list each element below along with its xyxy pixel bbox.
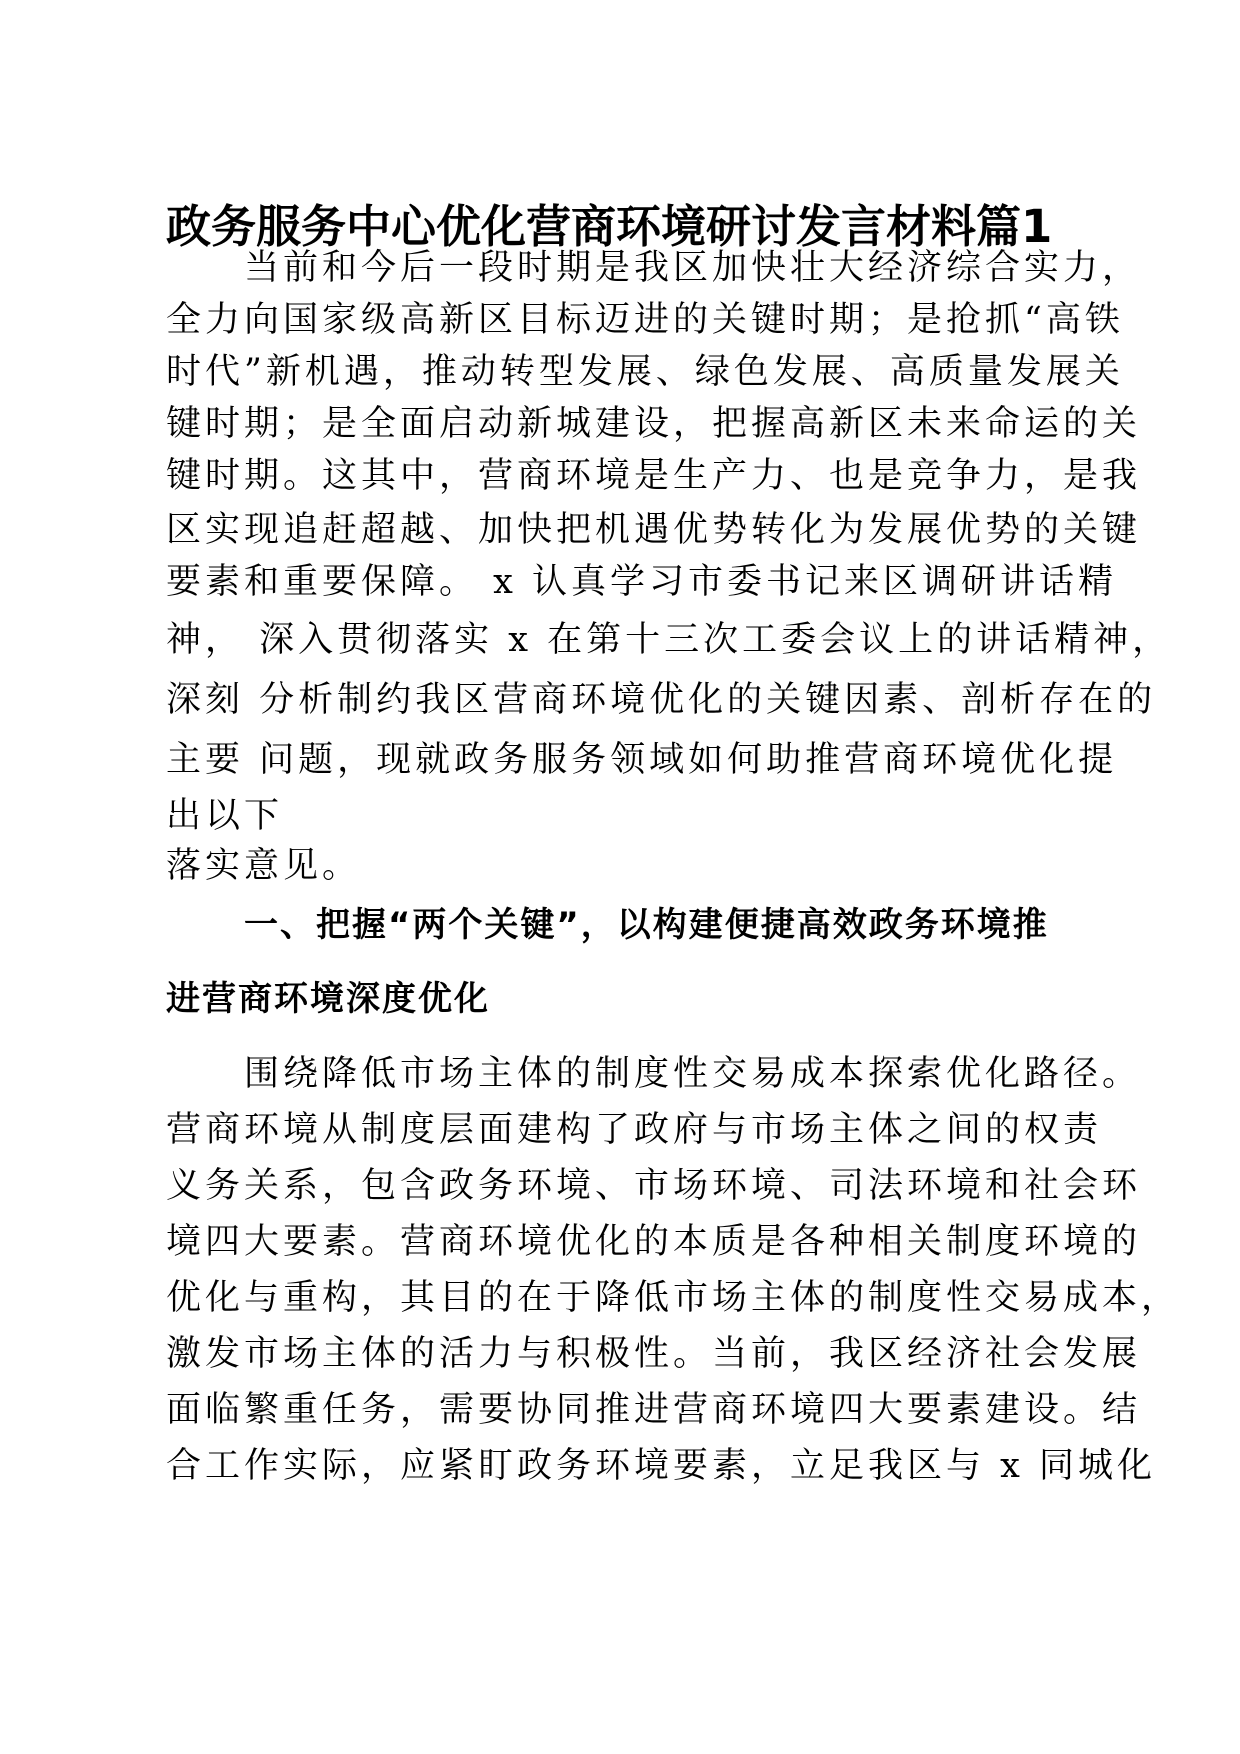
paragraph-line: 落实意见。 [166,846,362,886]
paragraph-line: 合工作实际，应紧盯政务环境要素，立足我区与 x 同城化 [166,1446,1156,1486]
document-title: 政务服务中心优化营商环境研讨发言材料篇1 [166,200,1053,253]
paragraph-line: 深刻 分析制约我区营商环境优化的关键因素、剖析存在的 [166,680,1157,720]
paragraph-line: 当前和今后一段时期是我区加快壮大经济综合实力， [244,248,1142,288]
paragraph-line: 神， 深入贯彻落实 x 在第十三次工委会议上的讲话精神， [166,620,1172,660]
paragraph-line: 主要 问题，现就政务服务领域如何助推营商环境优化提 [166,740,1118,780]
section-heading-line: 一、把握“两个关键”，以构建便捷高效政务环境推 [244,905,1049,945]
paragraph-line: 出以下 [166,796,284,836]
paragraph-line: 围绕降低市场主体的制度性交易成本探索优化路径。 [244,1054,1142,1094]
paragraph-line: 境四大要素。营商环境优化的本质是各种相关制度环境的 [166,1222,1142,1262]
section-heading-line: 进营商环境深度优化 [166,979,490,1019]
paragraph-line: 营商环境从制度层面建构了政府与市场主体之间的权责 [166,1110,1103,1150]
paragraph-line: 优化与重构，其目的在于降低市场主体的制度性交易成本， [166,1278,1181,1318]
paragraph-line: 键时期；是全面启动新城建设，把握高新区未来命运的关 [166,404,1142,444]
paragraph-line: 要素和重要保障。 x 认真学习市委书记来区调研讲话精 [166,562,1117,602]
paragraph-line: 键时期。这其中，营商环境是生产力、也是竞争力，是我 [166,456,1142,496]
paragraph-line: 面临繁重任务，需要协同推进营商环境四大要素建设。结 [166,1390,1142,1430]
paragraph-line: 激发市场主体的活力与积极性。当前，我区经济社会发展 [166,1334,1142,1374]
paragraph-line: 区实现追赶超越、加快把机遇优势转化为发展优势的关键 [166,510,1142,550]
paragraph-line: 全力向国家级高新区目标迈进的关键时期；是抢抓“高铁 [166,300,1124,340]
paragraph-line: 时代”新机遇，推动转型发展、绿色发展、高质量发展关 [166,352,1124,392]
paragraph-line: 义务关系，包含政务环境、市场环境、司法环境和社会环 [166,1166,1142,1206]
